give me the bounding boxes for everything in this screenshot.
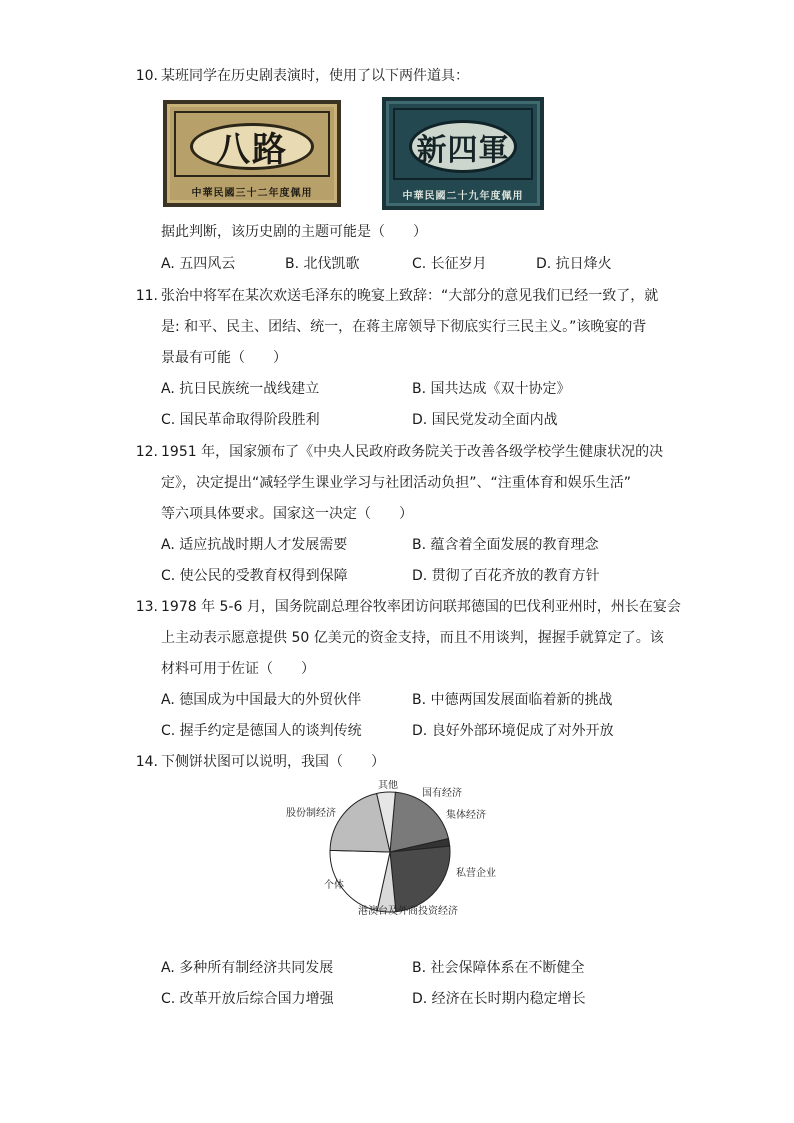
armband-new-fourth-image — [382, 97, 544, 210]
question-stem-line: 上主动表示愿意提供 50 亿美元的资金支持，而且不用谈判，握握手就算定了。该 — [161, 630, 664, 646]
option-c[interactable]: C. 改革开放后综合国力增强 — [161, 991, 334, 1007]
question-stem-line: 下侧饼状图可以说明，我国（ ） — [161, 754, 385, 770]
pie-slice — [390, 846, 450, 912]
pie-slice-label: 国有经济 — [422, 788, 462, 799]
question-stem-line: 张治中将军在某次欢送毛泽东的晚宴上致辞：“大部分的意见我们已经一致了，就 — [161, 288, 659, 304]
question-number: 11. — [135, 288, 158, 304]
question-number: 12. — [135, 444, 158, 460]
option-b[interactable]: B. 社会保障体系在不断健全 — [412, 960, 585, 976]
question-stem-line: 材料可用于佐证（ ） — [161, 661, 315, 677]
option-c[interactable]: C. 使公民的受教育权得到保障 — [161, 568, 348, 584]
pie-slice-label: 股份制经济 — [286, 808, 336, 819]
question-stem-line: 1978 年 5-6 月，国务院副总理谷牧率团访问联邦德国的巴伐利亚州时，州长在宴会 — [161, 599, 681, 615]
option-c[interactable]: C. 长征岁月 — [412, 256, 487, 272]
option-b[interactable]: B. 国共达成《双十协定》 — [412, 381, 571, 397]
option-a[interactable]: A. 德国成为中国最大的外贸伙伴 — [161, 692, 362, 708]
armband-main-text: 八路 — [190, 123, 314, 170]
pie-slice-label: 其他 — [378, 780, 398, 791]
option-d[interactable]: D. 贯彻了百花齐放的教育方针 — [412, 568, 600, 584]
ownership-pie-chart — [280, 780, 520, 930]
option-b[interactable]: B. 蕴含着全面发展的教育理念 — [412, 537, 599, 553]
question-prompt: 据此判断，该历史剧的主题可能是（ ） — [161, 224, 427, 240]
question-stem-line: 景最有可能（ ） — [161, 350, 287, 366]
question-stem-line: 某班同学在历史剧表演时，使用了以下两件道具： — [161, 68, 469, 84]
question-stem-line: 是: 和平、民主、团结、统一，在蒋主席领导下彻底实行三民主义。”该晚宴的背 — [161, 319, 647, 335]
option-b[interactable]: B. 中德两国发展面临着新的挑战 — [412, 692, 613, 708]
option-d[interactable]: D. 抗日烽火 — [536, 256, 612, 272]
option-d[interactable]: D. 经济在长时期内稳定增长 — [412, 991, 586, 1007]
option-c[interactable]: C. 握手约定是德国人的谈判传统 — [161, 723, 362, 739]
armband-caption: 中華民國三十二年度佩用 — [191, 188, 313, 199]
question-number: 14. — [135, 754, 158, 770]
option-d[interactable]: D. 国民党发动全面内战 — [412, 412, 558, 428]
question-stem-line: 等六项具体要求。国家这一决定（ ） — [161, 506, 413, 522]
question-stem-line: 1951 年，国家颁布了《中央人民政府政务院关于改善各级学校学生健康状况的决 — [161, 444, 664, 460]
pie-slice-label: 集体经济 — [446, 810, 486, 821]
pie-slice-label: 私营企业 — [456, 868, 496, 879]
option-a[interactable]: A. 五四风云 — [161, 256, 236, 272]
option-a[interactable]: A. 抗日民族统一战线建立 — [161, 381, 320, 397]
question-number: 13. — [135, 599, 158, 615]
armband-eighth-route-image — [163, 100, 341, 207]
option-a[interactable]: A. 适应抗战时期人才发展需要 — [161, 537, 348, 553]
question-stem-line: 定》，决定提出“减轻学生课业学习与社团活动负担”、“注重体育和娱乐生活” — [161, 475, 632, 491]
armband-main-text: 新四軍 — [409, 120, 517, 173]
pie-slice-label: 个体 — [324, 880, 344, 891]
option-c[interactable]: C. 国民革命取得阶段胜利 — [161, 412, 320, 428]
option-b[interactable]: B. 北伐凯歌 — [285, 256, 360, 272]
option-d[interactable]: D. 良好外部环境促成了对外开放 — [412, 723, 614, 739]
option-a[interactable]: A. 多种所有制经济共同发展 — [161, 960, 334, 976]
question-number: 10. — [135, 68, 158, 84]
pie-slice-label: 港澳台及外商投资经济 — [358, 906, 458, 917]
armband-caption: 中華民國二十九年度佩用 — [402, 191, 524, 202]
